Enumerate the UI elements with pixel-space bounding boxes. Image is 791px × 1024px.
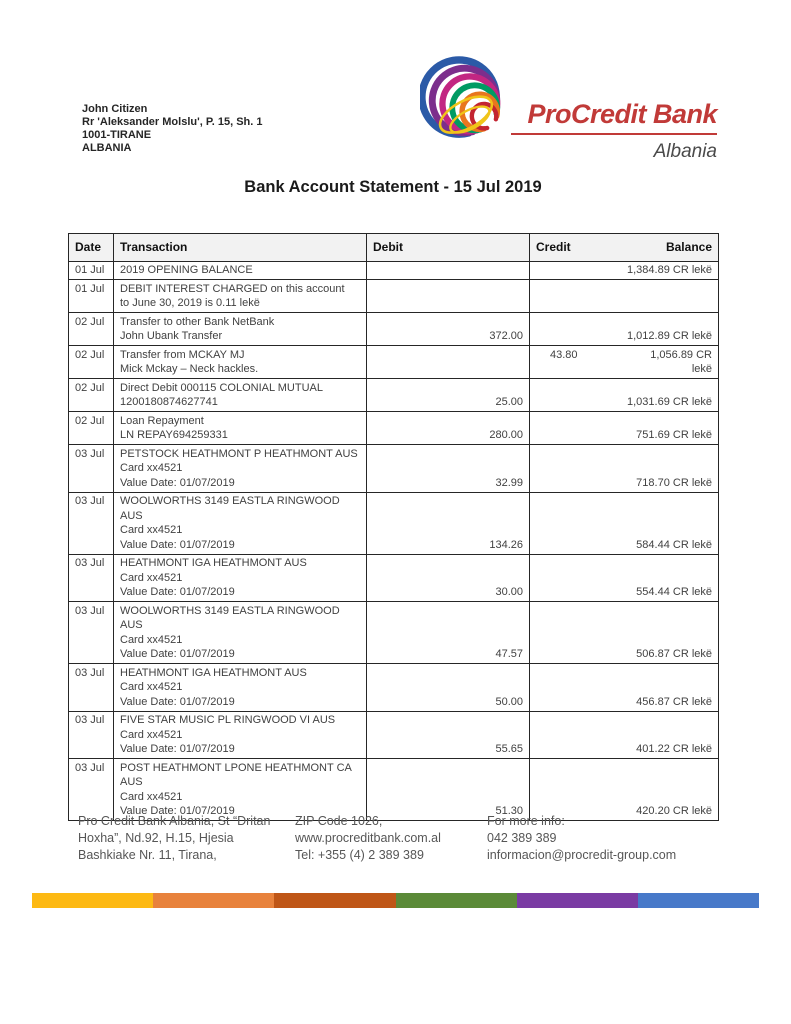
cell-debit: 32.99 [367,445,530,493]
transaction-row [69,492,719,554]
transaction-description-line: Direct Debit 000115 COLONIAL MUTUAL [120,381,323,394]
cell-date: 01 Jul [69,280,114,313]
cell-debit: 51.30 [367,759,530,821]
footer-contact-line: ZIP Code 1026, [295,814,383,828]
cell-transaction [114,313,367,346]
balance-value: 554.44 CR lekë [636,586,712,598]
header-transaction: Transaction [114,234,367,262]
transaction-description-line: WOOLWORTHS 3149 EASTLA RINGWOOD AUS [120,604,340,631]
transaction-description-line: Card xx4521 [120,524,183,536]
transaction-description-line: Value Date: 01/07/2019 [120,476,235,489]
balance-value: 1,056.89 CR lekë [650,348,712,375]
transaction-row [69,602,719,664]
stripe-segment [396,893,517,908]
cell-credit-balance [530,664,719,712]
footer-bank-address [78,813,293,864]
brand-color-stripe [32,893,759,908]
balance-value: 420.20 CR lekë [636,805,712,817]
cell-credit-balance [530,261,719,280]
header-date: Date [69,234,114,262]
transaction-description-line: Transfer from MCKAY MJ [120,348,245,361]
cell-transaction [114,759,367,821]
balance-value: 1,012.89 CR lekë [627,330,712,342]
cell-credit-balance [530,379,719,412]
logo-wordmark [511,99,717,163]
transaction-row [69,346,719,379]
cell-credit-balance [530,759,719,821]
balance-value: 401.22 CR lekë [636,743,712,755]
cell-date: 03 Jul [69,664,114,712]
cell-debit [367,261,530,280]
cell-date: 03 Jul [69,554,114,602]
cell-date: 03 Jul [69,445,114,493]
balance-value: 584.44 CR lekë [636,538,712,551]
transaction-row [69,379,719,412]
cell-debit: 134.26 [367,492,530,554]
transaction-description-line: Card xx4521 [120,633,183,646]
cell-transaction [114,280,367,313]
cell-date: 02 Jul [69,346,114,379]
cell-date: 03 Jul [69,602,114,664]
cell-debit: 55.65 [367,711,530,759]
transaction-row [69,313,719,346]
transaction-description-line: PETSTOCK HEATHMONT P HEATHMONT AUS [120,447,358,460]
page-title: Bank Account Statement - 15 Jul 2019 [244,178,542,196]
cell-date: 02 Jul [69,379,114,412]
footer-address-line: Pro Credit Bank Albania, St “Dritan [78,814,271,828]
balance-value: 456.87 CR lekë [636,695,712,708]
balance-value: 1,031.69 CR lekë [627,396,712,408]
cell-transaction [114,711,367,759]
transaction-row [69,280,719,313]
cell-transaction [114,261,367,280]
footer-info-line: informacion@procredit-group.com [487,848,677,862]
transaction-row [69,554,719,602]
cell-transaction [114,445,367,493]
cell-transaction [114,664,367,712]
transaction-description-line: Value Date: 01/07/2019 [120,743,235,755]
cell-credit-balance [530,711,719,759]
cell-transaction [114,492,367,554]
recipient-address-line: ALBANIA [82,142,132,154]
transaction-description-line: Value Date: 01/07/2019 [120,695,235,708]
footer-more-info [487,813,722,864]
cell-credit-balance [530,313,719,346]
footer-address-line: Bashkiake Nr. 11, Tirana, [78,848,217,862]
cell-transaction [114,379,367,412]
transaction-row [69,711,719,759]
cell-debit: 280.00 [367,412,530,445]
transaction-description-line: Value Date: 01/07/2019 [120,648,235,660]
transaction-description-line: LN REPAY694259331 [120,429,228,441]
transaction-description-line: Transfer to other Bank NetBank [120,315,275,328]
transaction-description-line: HEATHMONT IGA HEATHMONT AUS [120,557,307,569]
procredit-globe-icon [420,52,508,148]
transaction-description-line: 2019 OPENING BALANCE [120,264,253,276]
transaction-description-line: Card xx4521 [120,681,183,693]
footer-contact-line: www.procreditbank.com.al [295,831,441,845]
header-credit-balance [530,234,719,262]
header-balance: Balance [665,240,712,254]
transaction-description-line: Card xx4521 [120,571,183,584]
footer-contact-details [295,813,480,864]
header-credit: Credit [536,240,571,254]
transaction-description-line: POST HEATHMONT LPONE HEATHMONT CA AUS [120,761,352,788]
cell-debit: 25.00 [367,379,530,412]
cell-date: 01 Jul [69,261,114,280]
cell-transaction [114,554,367,602]
header-debit: Debit [367,234,530,262]
cell-credit-balance [530,602,719,664]
recipient-address [82,103,263,155]
cell-debit: 30.00 [367,554,530,602]
footer-info-line: For more info: [487,814,565,828]
stripe-segment [153,893,274,908]
recipient-address-line: 1001-TIRANE [82,129,152,141]
cell-credit-balance [530,492,719,554]
cell-date: 02 Jul [69,313,114,346]
cell-date: 03 Jul [69,759,114,821]
transaction-description-line: Loan Repayment [120,414,204,427]
transaction-description-line: Card xx4521 [120,462,183,474]
transaction-description-line: Value Date: 01/07/2019 [120,586,235,598]
brand-underline [511,133,717,135]
transaction-description-line: Mick Mckay – Neck hackles. [120,363,259,375]
recipient-address-line: John Citizen [82,103,148,115]
bank-logo [420,50,718,168]
cell-credit-balance [530,554,719,602]
balance-value: 718.70 CR lekë [636,476,712,489]
cell-debit: 372.00 [367,313,530,346]
credit-value: 43.80 [550,348,578,361]
transaction-description-line: Value Date: 01/07/2019 [120,805,235,817]
transaction-description-line: HEATHMONT IGA HEATHMONT AUS [120,666,307,679]
transaction-description-line: WOOLWORTHS 3149 EASTLA RINGWOOD AUS [120,495,340,522]
brand-name: ProCredit Bank [527,99,717,129]
transaction-description-line: Card xx4521 [120,728,183,741]
stripe-segment [274,893,395,908]
cell-date: 02 Jul [69,412,114,445]
cell-credit-balance [530,445,719,493]
footer-contact-line: Tel: +355 (4) 2 389 389 [295,848,424,862]
cell-credit-balance [530,412,719,445]
balance-value: 506.87 CR lekë [636,648,712,660]
transaction-row [69,445,719,493]
transaction-description-line: Value Date: 01/07/2019 [120,538,235,551]
transactions-table [68,233,719,821]
transaction-description-line: FIVE STAR MUSIC PL RINGWOOD VI AUS [120,714,336,726]
footer-info-line: 042 389 389 [487,831,557,845]
table-header-row [69,234,719,262]
transaction-description-line: to June 30, 2019 is 0.11 lekë [120,297,260,309]
stripe-segment [517,893,638,908]
cell-transaction [114,412,367,445]
recipient-address-line: Rr 'Aleksander Molslu', P. 15, Sh. 1 [82,116,263,128]
cell-debit [367,280,530,313]
stripe-segment [32,893,153,908]
transaction-row [69,759,719,821]
transaction-row [69,261,719,280]
cell-credit-balance [530,346,719,379]
transaction-description-line: Card xx4521 [120,790,183,803]
stripe-segment [638,893,759,908]
cell-date: 03 Jul [69,492,114,554]
cell-transaction [114,346,367,379]
transaction-description-line: John Ubank Transfer [120,330,223,342]
balance-value: 751.69 CR lekë [636,429,712,441]
cell-debit: 47.57 [367,602,530,664]
cell-date: 03 Jul [69,711,114,759]
cell-debit: 50.00 [367,664,530,712]
transaction-description-line: DEBIT INTEREST CHARGED on this account [120,282,345,295]
cell-credit-balance [530,280,719,313]
cell-transaction [114,602,367,664]
transaction-row [69,664,719,712]
footer-address-line: Hoxha”, Nd.92, H.15, Hjesia [78,831,234,845]
transaction-description-line: 1200180874627741 [120,396,218,408]
brand-region: Albania [653,141,717,162]
cell-debit [367,346,530,379]
balance-value: 1,384.89 CR lekë [627,264,712,276]
transaction-row [69,412,719,445]
